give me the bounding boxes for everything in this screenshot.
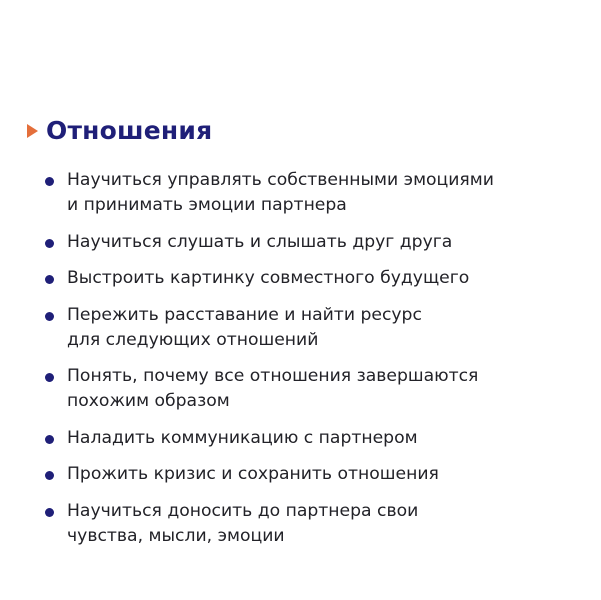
section-title: Отношения xyxy=(46,116,213,145)
bullet-dot-icon xyxy=(45,312,54,321)
bullet-dot-icon xyxy=(45,239,54,248)
list-item-line: Научиться доносить до партнера свои xyxy=(67,500,419,521)
list-item xyxy=(44,230,584,255)
list-item xyxy=(44,303,584,353)
list-item-line: Научиться слушать и слышать друг друга xyxy=(67,231,453,252)
list-item xyxy=(44,426,584,451)
list-item-line: Научиться управлять собственными эмоциями xyxy=(67,170,494,190)
list-item-line: похожим образом xyxy=(67,391,230,411)
list-item xyxy=(44,462,584,487)
list-item-line: Пережить расставание и найти ресурс xyxy=(67,304,422,325)
list-item-line: Выстроить картинку совместного будущего xyxy=(67,268,470,288)
section-header xyxy=(27,116,212,145)
list-item-line: чувства, мысли, эмоции xyxy=(67,525,285,546)
list-item-line: Понять, почему все отношения завершаются xyxy=(67,366,479,386)
list-item-line: для следующих отношений xyxy=(67,329,319,350)
bullet-dot-icon xyxy=(45,177,54,186)
goals-list xyxy=(44,168,584,560)
list-item xyxy=(44,364,584,414)
bullet-dot-icon xyxy=(45,373,54,382)
bullet-dot-icon xyxy=(45,471,54,480)
bullet-dot-icon xyxy=(45,435,54,444)
list-item xyxy=(44,168,584,218)
list-item-line: и принимать эмоции партнера xyxy=(67,195,347,215)
triangle-bullet-icon xyxy=(27,124,38,138)
list-item-line: Прожить кризис и сохранить отношения xyxy=(67,464,439,484)
bullet-dot-icon xyxy=(45,508,54,517)
list-item xyxy=(44,499,584,549)
bullet-dot-icon xyxy=(45,275,54,284)
list-item-line: Наладить коммуникацию с партнером xyxy=(67,427,418,448)
list-item xyxy=(44,266,584,291)
